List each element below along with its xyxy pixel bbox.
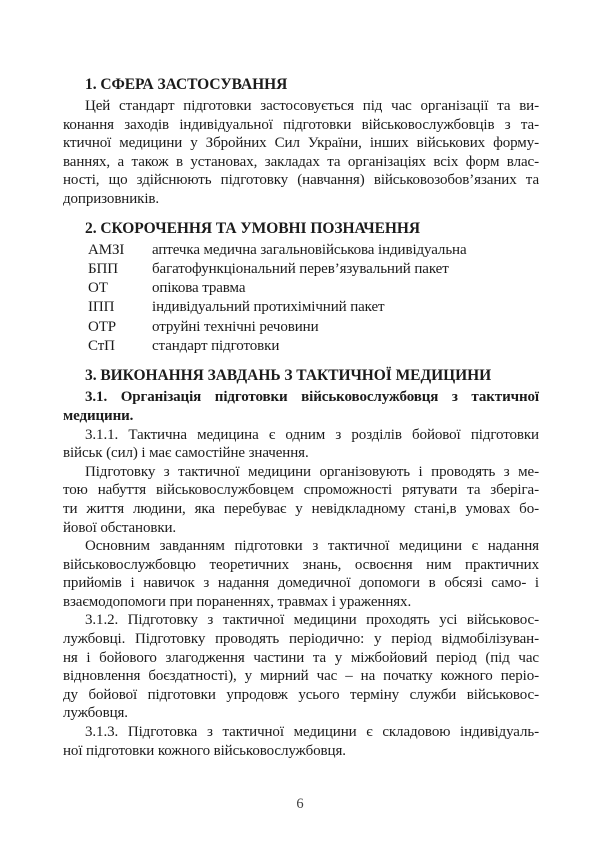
text-line: військ (сил) і має самостійне значення. [63, 445, 309, 462]
body-paragraph [63, 97, 539, 209]
abbreviation-definition: опікова травма [152, 280, 246, 297]
abbreviation-term: ОТ [88, 280, 108, 297]
text-line: взаємодопомоги при пораненнях, травмах і ураженнях. [63, 593, 412, 610]
abbreviation-term: ОТР [88, 318, 117, 335]
text-line: ти життя людини, яка перебуває у невідкладному стані,в умовах бо- [63, 500, 539, 517]
abbreviation-definition: стандарт підготовки [152, 338, 280, 355]
text-line: ваннях, а також в установах, закладах та організаціях всіх форм влас- [63, 153, 539, 170]
text-line: ності, що здійснюють підготовку (навчання) військовозобов’язаних та [63, 172, 539, 189]
text-line: Підготовку з тактичної медицини організовують і проводять з ме- [85, 463, 539, 480]
abbreviation-definition: аптечка медична загальновійськова індивідуальна [152, 241, 467, 258]
abbreviation-row [63, 241, 539, 260]
subsection-heading-paragraph [63, 388, 539, 425]
abbreviation-list [63, 241, 539, 357]
body-paragraph [63, 537, 539, 611]
text-line: ної підготовки кожного військовослужбовця. [63, 742, 346, 759]
text-line: Основним завданням підготовки з тактичної медицини є надання [85, 538, 539, 555]
body-paragraph [63, 426, 539, 463]
text-line: ду бойової підготовки упродовж усього терміну служби військовос- [63, 686, 539, 703]
section-heading: 2. СКОРОЧЕННЯ ТА УМОВНІ ПОЗНАЧЕННЯ [85, 219, 421, 237]
abbreviation-row [63, 279, 539, 298]
abbreviation-term: СтП [88, 338, 115, 355]
abbreviation-definition: індивідуальний протихімічний пакет [152, 299, 385, 316]
text-line: лужбовці. Підготовку проводять періодично: у період відмобілізуван- [63, 631, 539, 648]
text-line: 3.1.1. Тактична медицина є одним з розділів бойової підготовки [85, 426, 539, 443]
abbreviation-row [63, 260, 539, 279]
text-line: медицини. [63, 407, 134, 424]
abbreviation-term: АМЗІ [88, 241, 125, 258]
section-heading: 1. СФЕРА ЗАСТОСУВАННЯ [85, 76, 288, 93]
text-line: конання заходів індивідуальної підготовки військовослужбовців з та- [63, 116, 539, 133]
text-line: Цей стандарт підготовки застосовується під час організації та ви- [85, 98, 539, 114]
text-line: 3.1.2. Підготовку з тактичної медицини проходять усі військовос- [85, 612, 539, 629]
page-content [63, 74, 539, 760]
text-line: йової обстановки. [63, 519, 177, 536]
text-line: лужбовця. [63, 705, 128, 722]
text-line: допризовників. [63, 190, 160, 207]
abbreviation-term: ІПП [88, 299, 115, 316]
body-paragraph [63, 463, 539, 537]
body-paragraph [63, 723, 539, 760]
text-line: військовослужбовцю теоретичних знань, освоєння ним практичних [63, 556, 539, 573]
abbreviation-term: БПП [88, 260, 118, 277]
text-line: тою набуття військовослужбовцем спроможності рятувати та зберіга- [63, 482, 539, 499]
section-heading: 3. ВИКОНАННЯ ЗАВДАНЬ З ТАКТИЧНОЇ МЕДИЦИНИ [85, 367, 492, 385]
text-line: 3.1. Організація підготовки військовослужбовця з тактичної [85, 389, 539, 406]
abbreviation-definition: багатофункціональний перев’язувальний пакет [152, 260, 449, 277]
text-line: ктичної медицини у Збройних Сил України, інших військових форму- [63, 135, 539, 152]
text-line: ня і бойового злагодження частини та у міжбойовий період (під час [63, 649, 539, 666]
body-paragraph [63, 611, 539, 723]
text-line: 3.1.3. Підготовка з тактичної медицини є складовою індивідуаль- [85, 724, 539, 741]
text-line: прийомів і навичок з надання домедичної допомоги в обсязі само- і [63, 575, 539, 592]
abbreviation-definition: отруйні технічні речовини [152, 318, 319, 335]
page-number: 6 [296, 796, 304, 812]
abbreviation-row [63, 298, 539, 317]
abbreviation-row [63, 337, 539, 356]
abbreviation-row [63, 318, 539, 337]
text-line: відновлення боєздатності), у мирний час – на початку кожного періо- [63, 668, 539, 685]
